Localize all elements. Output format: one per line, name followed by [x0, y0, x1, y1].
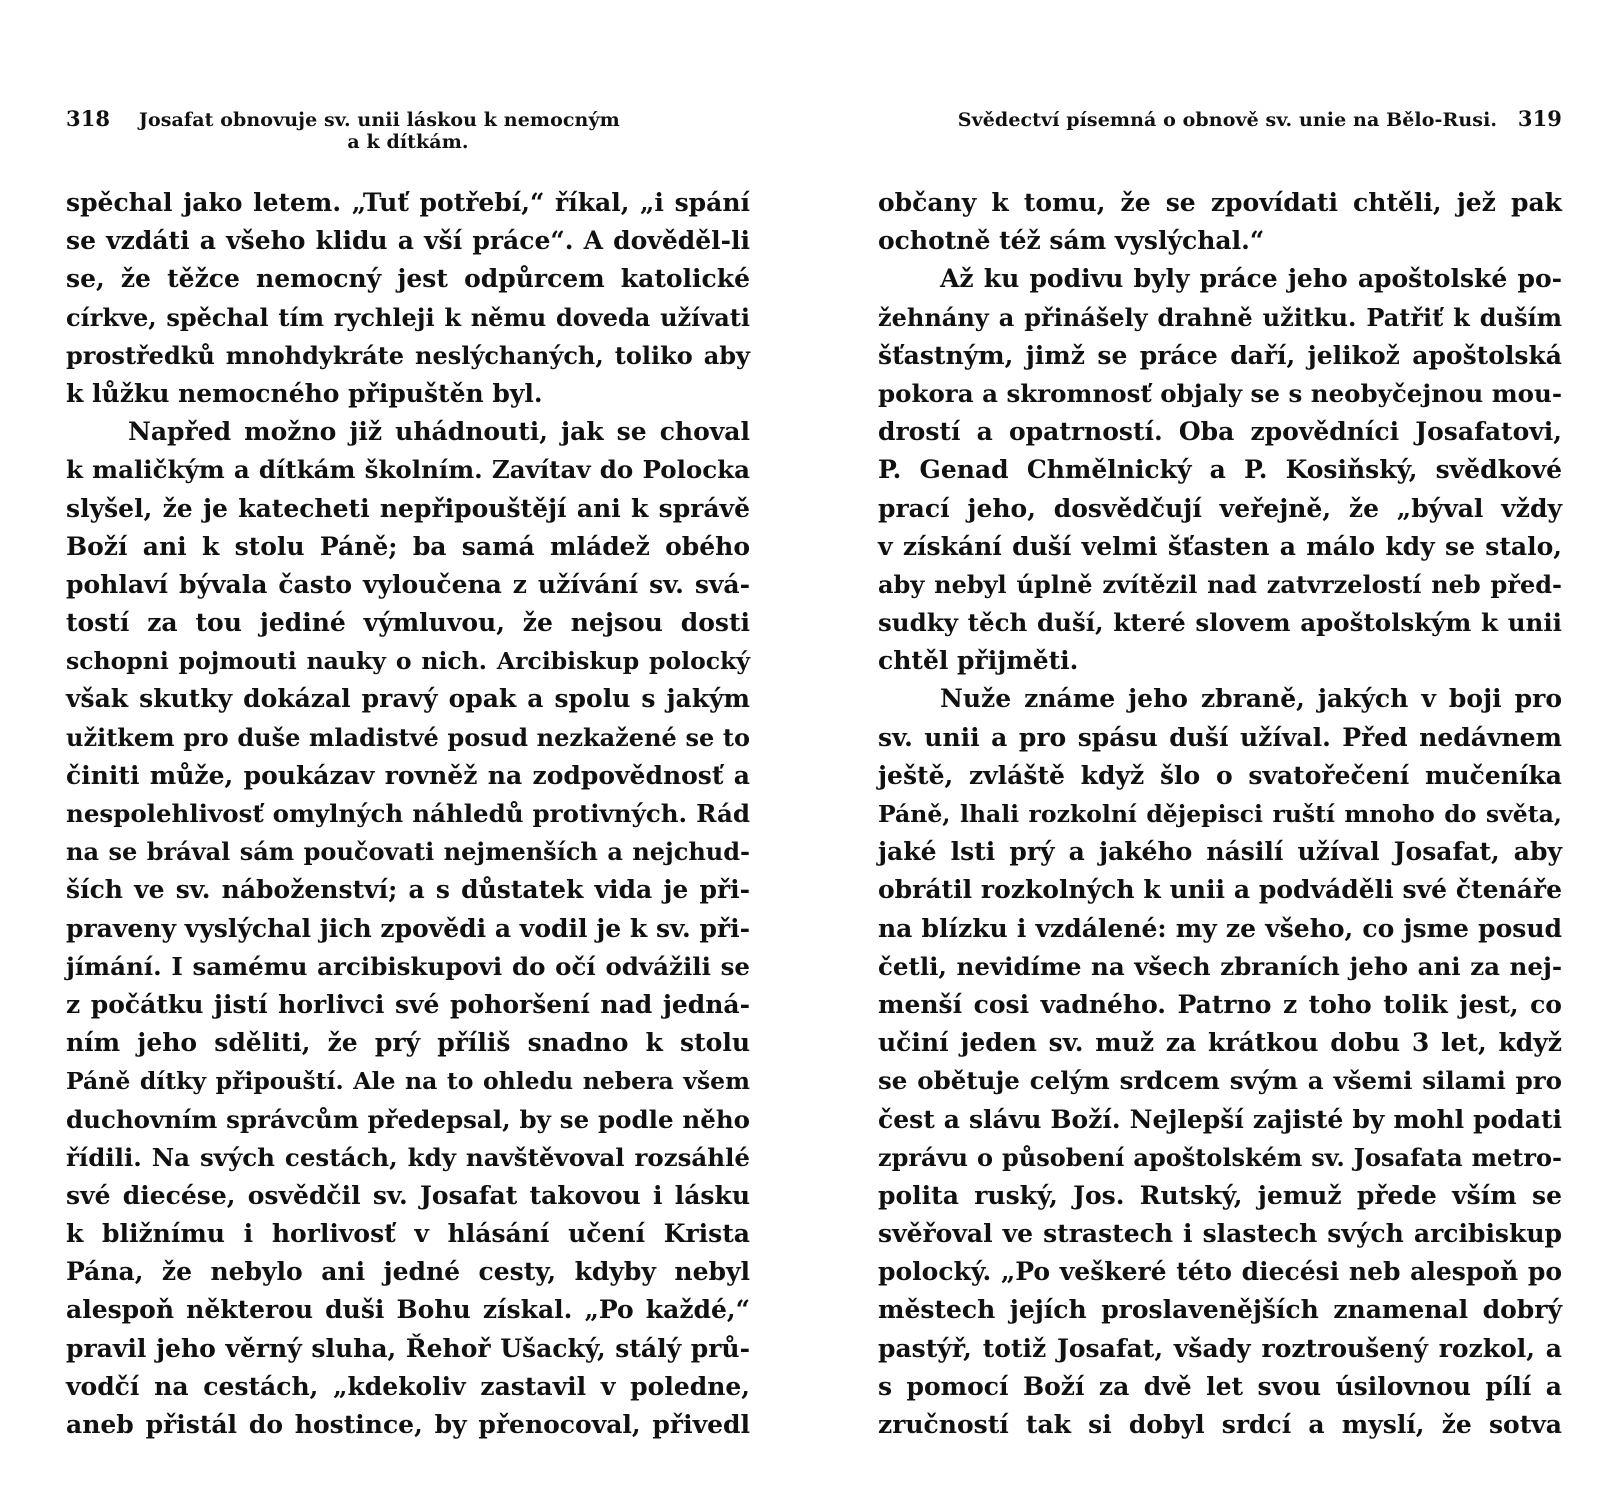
text-line: schopni pojmouti nauky o nich. Arcibiskup polocký — [66, 647, 750, 676]
text-line: četli, nevidíme na všech zbraních jeho ani za nej- — [878, 951, 1562, 981]
text-line: nespolehlivosť omylných náhledů protivných. Rád — [66, 799, 750, 828]
text-line: občany k tomu, že se zpovídati chtěli, jež pak — [878, 188, 1562, 217]
text-line: šťastným, jimž se práce daří, jelikož apoštolská — [878, 340, 1562, 370]
text-line: pohlaví bývala často vyloučena z užívání sv. svá- — [66, 569, 750, 599]
text-line: s pomocí Boží za dvě let svou úsilovnou pílí a — [878, 1371, 1562, 1401]
text-line: k bližnímu i horlivosť v hlásání učení Krista — [66, 1219, 750, 1249]
text-line: v získání duší velmi šťasten a málo kdy se stalo, — [878, 531, 1562, 561]
text-line: ochotně též sám vyslýchal.“ — [878, 226, 1265, 256]
text-line: k lůžku nemocného připuštěn byl. — [66, 378, 543, 408]
text-line: chtěl přijměti. — [878, 646, 1079, 676]
right-running-head-title: Svědectví písemná o obnově sv. unie na Bělo-Rusi. — [957, 109, 1498, 131]
right-page-text — [878, 184, 1562, 1444]
text-line: Až ku podivu byly práce jeho apoštolské po- — [940, 264, 1562, 294]
text-line: Páně, lhali rozkolní dějepisci ruští mnoho do světa, — [878, 800, 1562, 828]
text-line: zprávu o působení apoštolském sv. Josafata metro- — [878, 1142, 1562, 1172]
left-running-head-line1: Josafat obnovuje sv. unii láskou k nemocným — [138, 109, 620, 131]
text-line: činiti může, poukázav rovněž na zodpovědnosť a — [66, 760, 750, 790]
text-line: aneb přistál do hostince, by přenocoval, přivedl — [66, 1410, 750, 1439]
text-line: drostí a opatrností. Oba zpovědníci Josafatovi, — [878, 417, 1562, 447]
left-running-head-line2: a k dítkám. — [347, 131, 469, 153]
left-running-head — [66, 108, 750, 168]
text-line: Pána, že nebylo ani jedné cesty, kdyby nebyl — [66, 1257, 750, 1287]
text-line: jaké lsti prý a jakého násilí užíval Josafat, aby — [878, 837, 1562, 867]
text-line: učiní jeden sv. muž za krátkou dobu 3 let, když — [878, 1028, 1562, 1058]
text-line: pravil jeho věrný sluha, Řehoř Ušacký, stálý prů- — [66, 1333, 750, 1363]
text-line: vodčí na cestách, „kdekoliv zastavil v poledne, — [66, 1371, 750, 1401]
text-line: ještě, zvláště když šlo o svatořečení mučeníka — [878, 760, 1562, 790]
text-line: sudky těch duší, které slovem apoštolským k unii — [878, 608, 1562, 638]
left-page-text — [66, 184, 750, 1444]
text-line: žehnány a přinášely drahně užitku. Patřiť k duším — [878, 302, 1562, 332]
text-line: své diecése, osvědčil sv. Josafat takovou i lásku — [66, 1180, 750, 1210]
text-line: svěřoval ve strastech i slastech svých arcibiskup — [878, 1219, 1562, 1249]
text-line: polocký. „Po veškeré této diecési neb alespoň po — [878, 1257, 1562, 1287]
text-line: k maličkým a dítkám školním. Zavítav do Polocka — [66, 455, 750, 485]
text-line: církve, spěchal tím rychleji k němu doveda užívati — [66, 302, 750, 332]
text-line: polita ruský, Jos. Rutský, jemuž přede vším se — [878, 1180, 1562, 1210]
text-line: ších ve sv. náboženství; a s důstatek vida je při- — [66, 875, 750, 905]
right-page-number: 319 — [1517, 106, 1562, 131]
text-line: zručností tak si dobyl srdcí a myslí, že sotva — [878, 1410, 1562, 1439]
text-line: slyšel, že je katecheti nepřipouštějí ani k správě — [66, 493, 750, 523]
text-line: sv. unii a pro spásu duší užíval. Před nedávnem — [878, 722, 1562, 752]
text-line: prostředků mnohdykráte neslýchaných, toliko aby — [66, 340, 750, 370]
text-line: se vzdáti a všeho klidu a vší práce“. A dověděl-li — [66, 226, 750, 256]
text-line: se, že těžce nemocný jest odpůrcem katolické — [66, 264, 750, 294]
left-page — [66, 106, 750, 1439]
text-line: na blízku i vzdálené: my ze všeho, co jsme posud — [878, 913, 1562, 943]
text-line: spěchal jako letem. „Tuť potřebí,“ říkal, „i spání — [66, 188, 750, 217]
right-running-head — [878, 108, 1562, 168]
text-line: pokora a skromnosť objaly se s neobyčejnou mou- — [878, 378, 1562, 408]
text-line: obrátil rozkolných k unii a podváděli své čtenáře — [878, 875, 1562, 905]
text-line: Nuže známe jeho zbraně, jakých v boji pro — [940, 684, 1562, 714]
text-line: pastýř, totiž Josafat, všady roztroušený rozkol, a — [878, 1333, 1562, 1363]
text-line: praveny vyslýchal jich zpovědi a vodil je k sv. při- — [66, 913, 750, 943]
left-page-number: 318 — [66, 106, 111, 131]
text-line: prací jeho, dosvědčují veřejně, že „býval vždy — [878, 493, 1562, 523]
text-line: jímání. I samému arcibiskupovi do očí odvážili se — [66, 951, 750, 981]
text-line: tostí za tou jediné výmluvou, že nejsou dosti — [66, 608, 750, 638]
text-line: však skutky dokázal pravý opak a spolu s jakým — [66, 684, 750, 714]
text-line: městech jejích proslavenějších znamenal dobrý — [878, 1295, 1562, 1325]
text-line: duchovním správcům předepsal, by se podle něho — [66, 1104, 750, 1134]
text-line: se obětuje celým srdcem svým a všemi silami pro — [878, 1066, 1562, 1096]
right-page — [878, 106, 1562, 1439]
text-line: alespoň některou duši Bohu získal. „Po každé,“ — [66, 1295, 750, 1325]
text-line: aby nebyl úplně zvítězil nad zatvrzelostí neb před- — [878, 569, 1562, 599]
text-line: ním jeho sděliti, že prý příliš snadno k stolu — [66, 1028, 750, 1058]
text-line: Páně dítky připouští. Ale na to ohledu nebera všem — [66, 1067, 750, 1096]
text-line: Napřed možno již uhádnouti, jak se choval — [128, 417, 750, 447]
text-line: Boží ani k stolu Páně; ba samá mládež obého — [66, 531, 750, 561]
text-line: čest a slávu Boží. Nejlepší zajisté by mohl podati — [878, 1104, 1562, 1134]
text-line: menší cosi vadného. Patrno z toho tolik jest, co — [878, 989, 1562, 1019]
text-line: z počátku jistí horlivci své pohoršení nad jedná- — [66, 989, 750, 1019]
text-line: na se brával sám poučovati nejmenších a nejchud- — [66, 837, 750, 867]
text-line: řídili. Na svých cestách, kdy navštěvoval rozsáhlé — [66, 1142, 750, 1172]
text-line: P. Genad Chmělnický a P. Kosiňský, svědkové — [878, 455, 1562, 485]
text-line: užitkem pro duše mladistvé posud nezkažené se to — [66, 722, 750, 752]
